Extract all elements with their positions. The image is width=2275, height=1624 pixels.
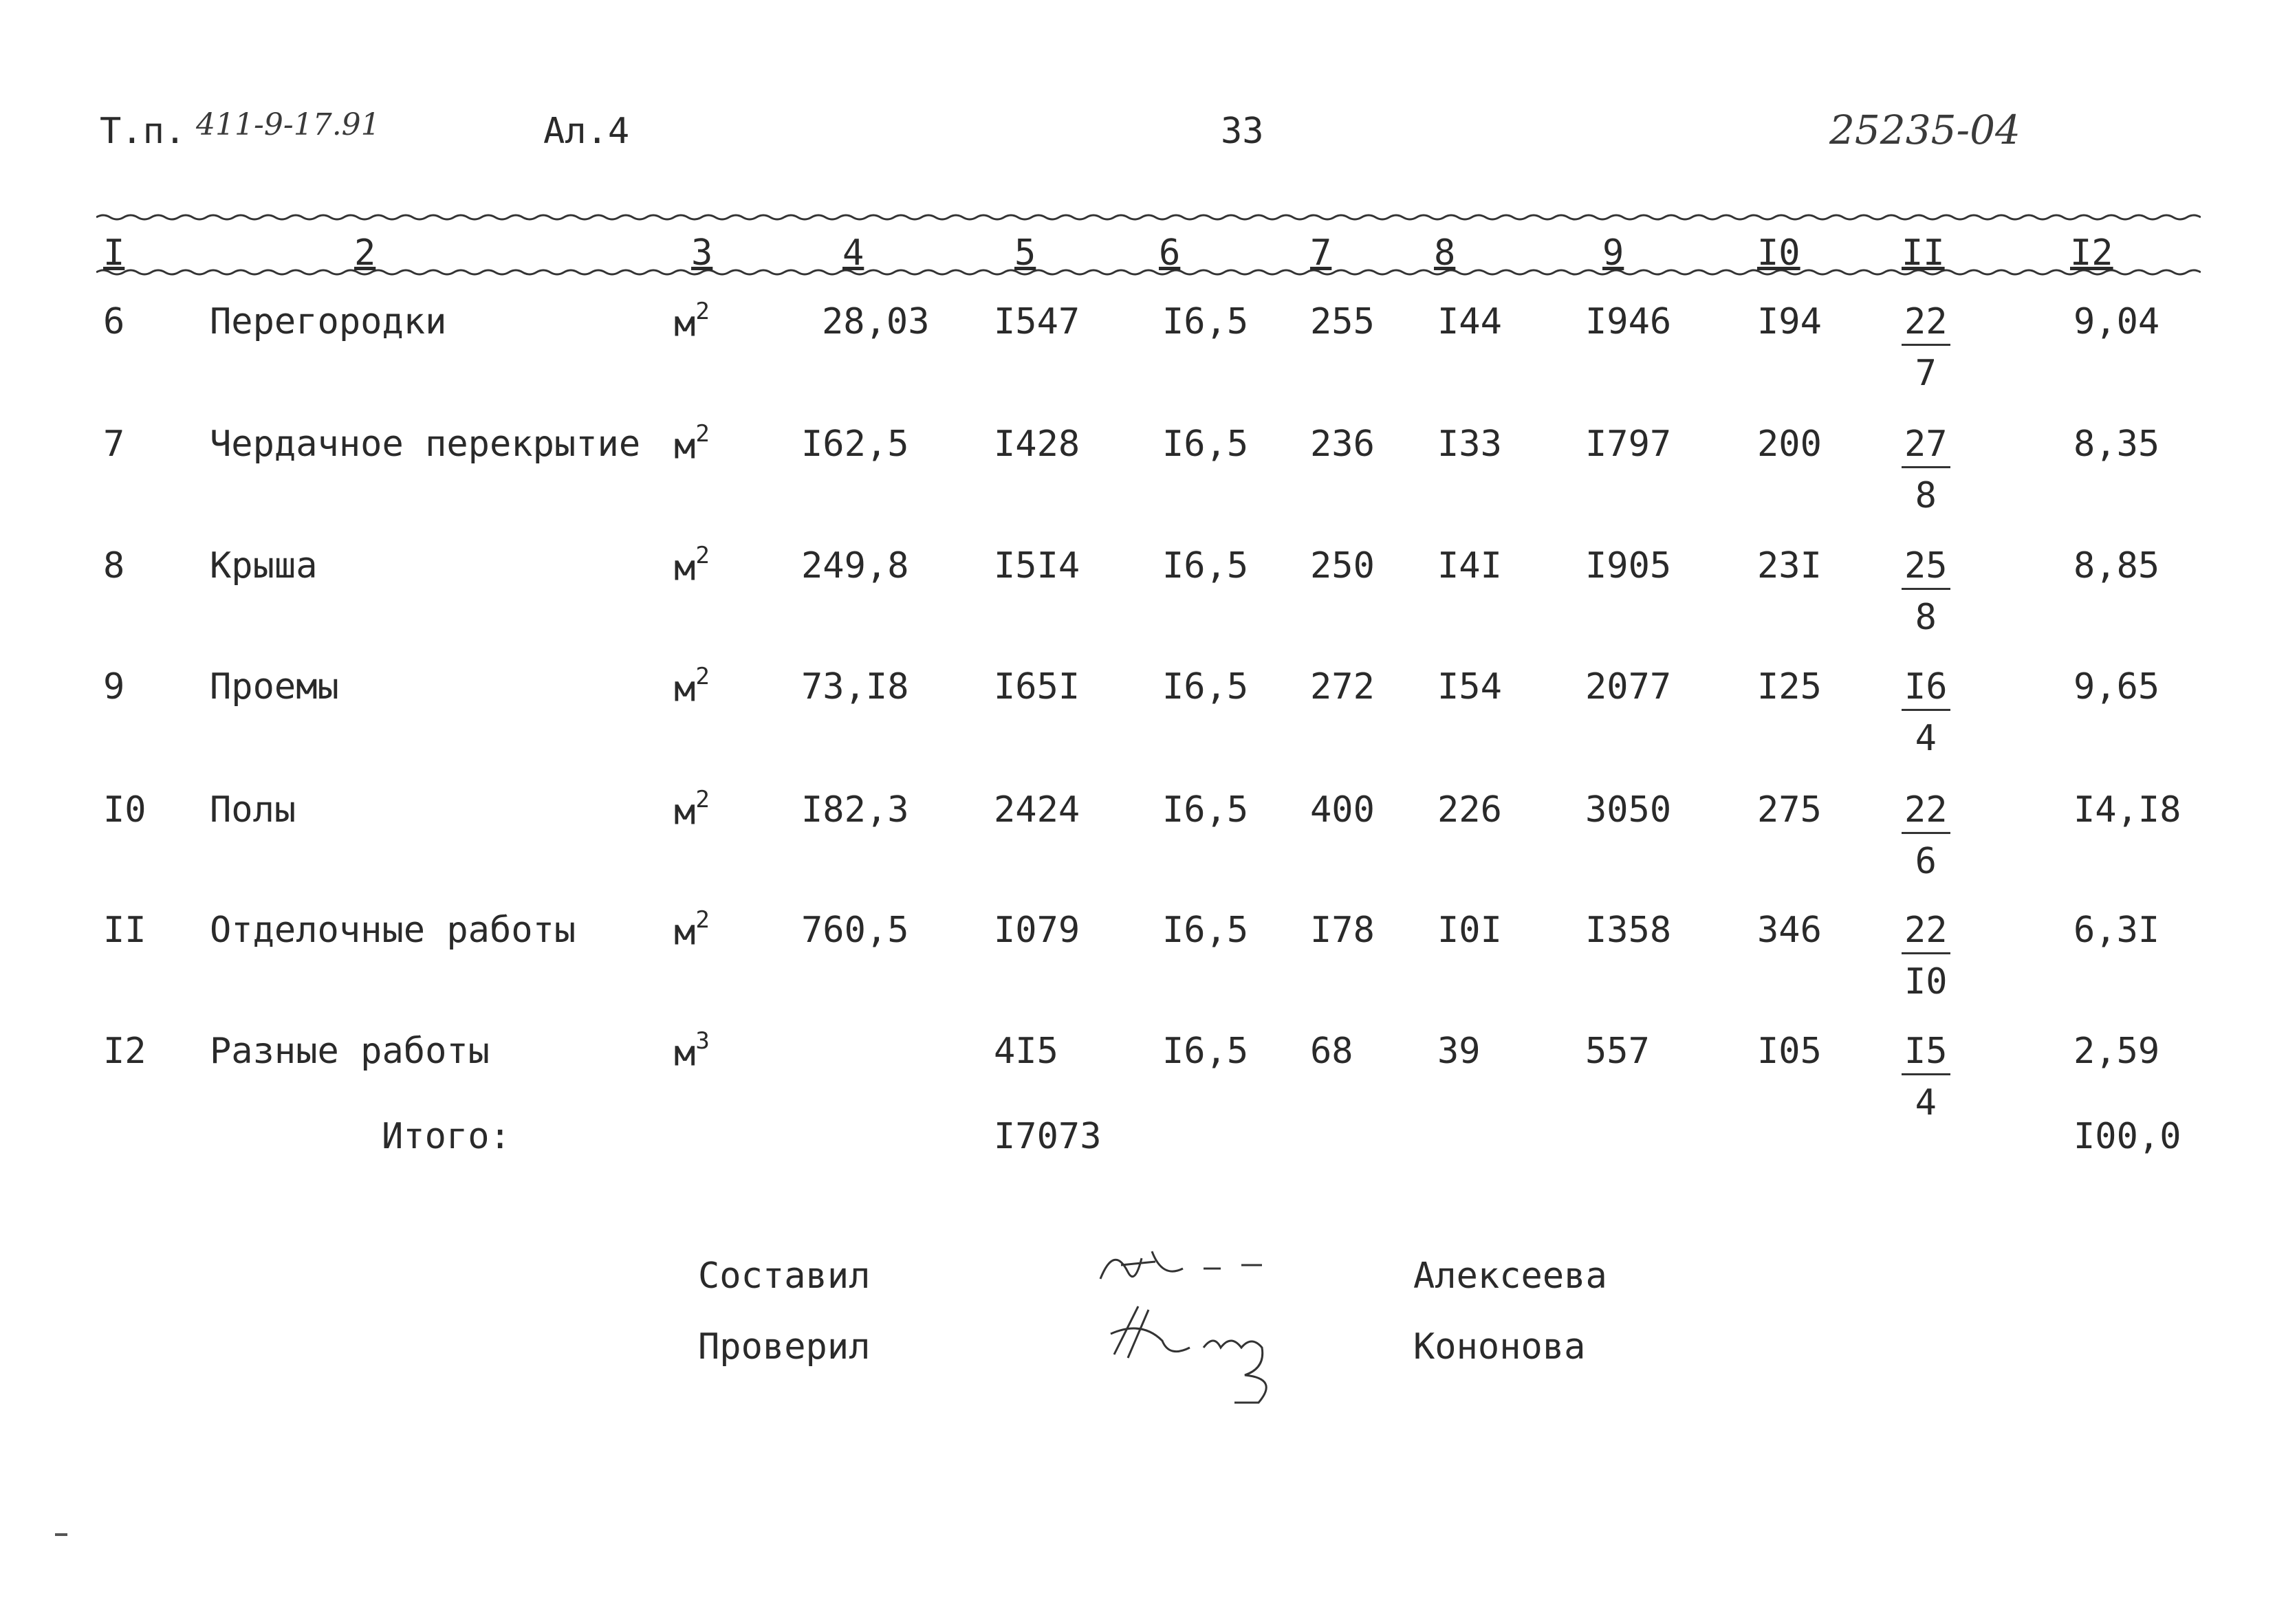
col-11-fraction: $\frac{27}{8}$ (1902, 426, 1950, 514)
col-9-value: I946 (1585, 301, 1672, 342)
col-header-1: I (103, 232, 125, 274)
col-7-value: 250 (1310, 545, 1375, 586)
col-7-value: 255 (1310, 301, 1375, 342)
row-name: Полы (210, 789, 296, 831)
col-12-value: 6,3I (2073, 910, 2160, 951)
page-number: 33 (1221, 111, 1264, 152)
row-name: Чердачное перекрытие (210, 424, 641, 465)
col-12-value: I4,I8 (2073, 789, 2181, 831)
col-4-value: 28,03 (822, 301, 930, 342)
total-col-12: I00,0 (2073, 1116, 2181, 1157)
total-col-5: I7073 (994, 1116, 1102, 1157)
row-unit: $м^2$ (674, 420, 710, 468)
col-6-value: I6,5 (1162, 666, 1249, 707)
checked-by-name: Кононова (1413, 1326, 1586, 1368)
col-9-value: 3050 (1585, 789, 1672, 831)
total-label: Итого: (382, 1116, 511, 1157)
col-header-3: 3 (691, 232, 713, 274)
col-header-6: 6 (1159, 232, 1181, 274)
col-11-fraction: $\frac{I6}{4}$ (1902, 669, 1950, 756)
compiled-by-label: Составил (698, 1255, 871, 1297)
col-header-11: II (1902, 232, 1945, 274)
header-bottom-rule (96, 267, 2201, 276)
col-8-value: I54 (1437, 666, 1502, 707)
row-unit: $м^2$ (674, 542, 710, 589)
col-header-2: 2 (354, 232, 376, 274)
col-6-value: I6,5 (1162, 301, 1249, 342)
col-header-10: I0 (1757, 232, 1800, 274)
tp-number-handwritten: 411-9-17.91 (196, 107, 380, 142)
scan-mark (55, 1533, 67, 1536)
row-unit: $м^2$ (674, 906, 710, 954)
col-8-value: I0I (1437, 910, 1502, 951)
col-4-value: I82,3 (801, 789, 909, 831)
checked-by-label: Проверил (698, 1326, 871, 1368)
col-12-value: 9,04 (2073, 301, 2160, 342)
col-5-value: 4I5 (994, 1031, 1058, 1072)
col-10-value: 275 (1757, 789, 1822, 831)
col-10-value: 23I (1757, 545, 1822, 586)
album-label: Ал.4 (543, 111, 630, 152)
col-11-fraction: $\frac{22}{I0}$ (1902, 912, 1950, 1000)
row-name: Отделочные работы (210, 910, 576, 951)
tp-label: Т.п. (100, 111, 186, 152)
col-header-7: 7 (1310, 232, 1332, 274)
row-number: 6 (103, 301, 125, 342)
col-8-value: I33 (1437, 424, 1502, 465)
col-6-value: I6,5 (1162, 1031, 1249, 1072)
row-unit: $м^2$ (674, 663, 710, 710)
col-10-value: 346 (1757, 910, 1822, 951)
row-number: 7 (103, 424, 125, 465)
row-name: Проемы (210, 666, 339, 707)
row-unit: $м^2$ (674, 298, 710, 345)
col-11-fraction: $\frac{25}{8}$ (1902, 548, 1950, 635)
row-number: I2 (103, 1031, 146, 1072)
document-code-handwritten: 25235-04 (1829, 107, 2021, 153)
col-5-value: I079 (994, 910, 1080, 951)
col-header-8: 8 (1434, 232, 1456, 274)
row-name: Крыша (210, 545, 318, 586)
col-12-value: 8,85 (2073, 545, 2160, 586)
col-11-fraction: $\frac{I5}{4}$ (1902, 1033, 1950, 1121)
col-4-value: I62,5 (801, 424, 909, 465)
col-6-value: I6,5 (1162, 910, 1249, 951)
col-4-value: 760,5 (801, 910, 909, 951)
row-unit: $м^2$ (674, 786, 710, 833)
col-header-9: 9 (1602, 232, 1624, 274)
col-5-value: I547 (994, 301, 1080, 342)
col-7-value: 236 (1310, 424, 1375, 465)
col-4-value: 249,8 (801, 545, 909, 586)
col-5-value: I5I4 (994, 545, 1080, 586)
col-6-value: I6,5 (1162, 424, 1249, 465)
col-10-value: I05 (1757, 1031, 1822, 1072)
col-9-value: I905 (1585, 545, 1672, 586)
header-top-rule (96, 212, 2201, 221)
row-number: 9 (103, 666, 125, 707)
row-unit: $м^3$ (674, 1027, 710, 1075)
col-12-value: 2,59 (2073, 1031, 2160, 1072)
col-10-value: 200 (1757, 424, 1822, 465)
col-9-value: I358 (1585, 910, 1672, 951)
col-6-value: I6,5 (1162, 789, 1249, 831)
col-9-value: 2077 (1585, 666, 1672, 707)
row-number: II (103, 910, 146, 951)
col-11-fraction: $\frac{22}{6}$ (1902, 792, 1950, 879)
col-8-value: 226 (1437, 789, 1502, 831)
row-number: 8 (103, 545, 125, 586)
row-name: Разные работы (210, 1031, 490, 1072)
col-7-value: I78 (1310, 910, 1375, 951)
col-9-value: 557 (1585, 1031, 1650, 1072)
row-name: Перегородки (210, 301, 447, 342)
col-6-value: I6,5 (1162, 545, 1249, 586)
col-7-value: 272 (1310, 666, 1375, 707)
col-9-value: I797 (1585, 424, 1672, 465)
signature-checked-icon (1100, 1293, 1307, 1409)
col-header-12: I2 (2070, 232, 2113, 274)
compiled-by-name: Алексеева (1413, 1255, 1607, 1297)
col-12-value: 9,65 (2073, 666, 2160, 707)
col-4-value: 73,I8 (801, 666, 909, 707)
col-header-5: 5 (1014, 232, 1036, 274)
col-10-value: I25 (1757, 666, 1822, 707)
col-7-value: 68 (1310, 1031, 1353, 1072)
col-8-value: I44 (1437, 301, 1502, 342)
col-5-value: 2424 (994, 789, 1080, 831)
signature-compiled-icon (1093, 1231, 1279, 1299)
col-7-value: 400 (1310, 789, 1375, 831)
row-number: I0 (103, 789, 146, 831)
col-12-value: 8,35 (2073, 424, 2160, 465)
col-8-value: 39 (1437, 1031, 1481, 1072)
col-5-value: I428 (994, 424, 1080, 465)
col-5-value: I65I (994, 666, 1080, 707)
col-header-4: 4 (842, 232, 864, 274)
col-11-fraction: $\frac{22}{7}$ (1902, 304, 1950, 391)
col-8-value: I4I (1437, 545, 1502, 586)
col-10-value: I94 (1757, 301, 1822, 342)
